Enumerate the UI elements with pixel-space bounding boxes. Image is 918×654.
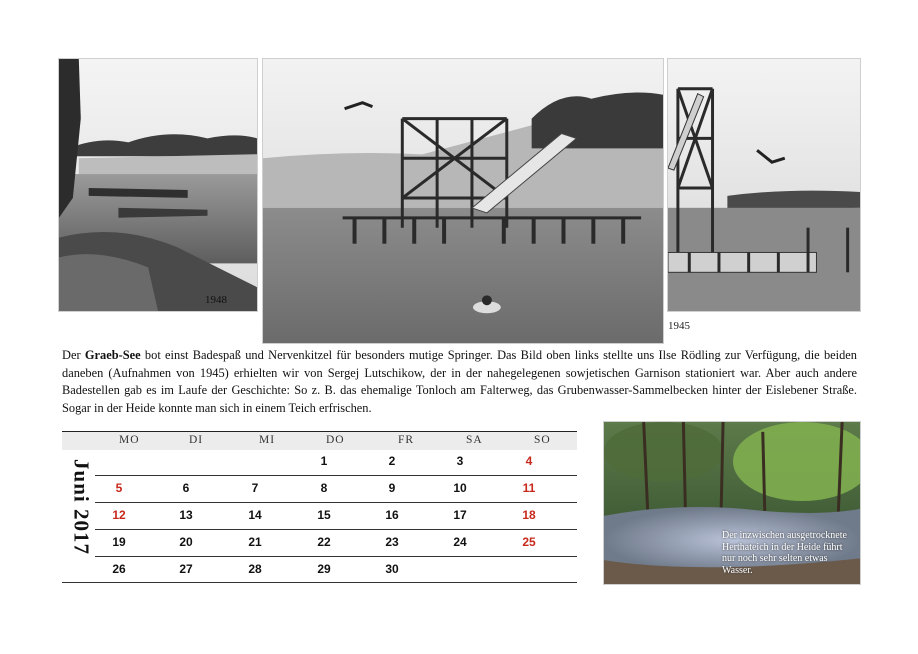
weekday-label: DI [189,434,204,446]
day-cell: 2 [388,454,396,468]
day-cell: 6 [182,481,190,495]
day-cell: 3 [456,454,464,468]
herthateich-caption: Der inzwischen ausgetrocknete Herthateich in der Heide führt nur noch sehr selten etwas Wasser. [722,530,847,576]
caption-lead: Der [62,348,85,362]
day-cell: 29 [317,562,331,576]
day-cell: 12 [112,508,126,522]
weekday-label: FR [398,434,415,446]
day-cell: 10 [453,481,467,495]
photo-diving-tower [262,58,664,344]
lake-name: Graeb-See [84,348,141,362]
day-cell: 16 [385,508,399,522]
day-cell: 25 [522,535,536,549]
calendar-week-row [95,503,577,530]
day-cell: 13 [179,508,193,522]
day-cell: 24 [453,535,467,549]
photo-year-label: 1945 [668,320,690,332]
day-cell: 14 [248,508,262,522]
calendar-week-row [95,557,577,583]
day-cell: 17 [453,508,467,522]
calendar-month-label: Juni 2017 [69,459,94,555]
day-cell: 23 [385,535,399,549]
day-cell: 8 [320,481,328,495]
calendar-week-row [95,530,577,557]
calendar-week-row [95,476,577,503]
day-cell: 19 [112,535,126,549]
day-cell: 9 [388,481,396,495]
day-cell: 27 [179,562,193,576]
day-cell: 11 [522,481,536,495]
day-cell: 4 [525,454,533,468]
weekday-label: MO [119,434,140,446]
day-cell: 30 [385,562,399,576]
day-cell: 22 [317,535,331,549]
calendar-weekday-header [62,431,577,450]
day-cell: 5 [115,481,123,495]
day-cell: 20 [179,535,193,549]
photo-caption [62,347,857,417]
weekday-label: SA [466,434,483,446]
weekday-label: MI [259,434,276,446]
day-cell: 26 [112,562,126,576]
photo-year-label: 1948 [205,294,227,306]
day-cell: 28 [248,562,262,576]
photo-tower-diver [667,58,861,312]
calendar-bottom-rule [62,582,577,583]
caption-text: bot einst Badespaß und Nervenkitzel für besonders mutige Springer. Das Bild oben links stellte uns Ilse Rödling zur Verfügung, die beiden daneben (Aufnahmen von 1945) erhielten wir von Sergej Lutschikow, der in der nahegelegenen sowjetischen Garnison stationiert war. Aber auch andere Badestellen gab es im Laufe der Geschichte: So z. B. das ehemalige Tonloch am Falterweg, das Grubenwasser-Sammelbecken hinter der Eislebener Straße. Sogar in der Heide konnte man sich in einem Teich erfrischen. [62,348,857,415]
day-cell: 7 [251,481,259,495]
day-cell: 15 [317,508,331,522]
day-cell: 18 [522,508,536,522]
weekday-label: SO [534,434,551,446]
weekday-label: DO [326,434,345,446]
day-cell: 1 [320,454,328,468]
day-cell: 21 [248,535,262,549]
calendar-week-row [95,449,577,476]
photo-lake-1948 [58,58,258,312]
